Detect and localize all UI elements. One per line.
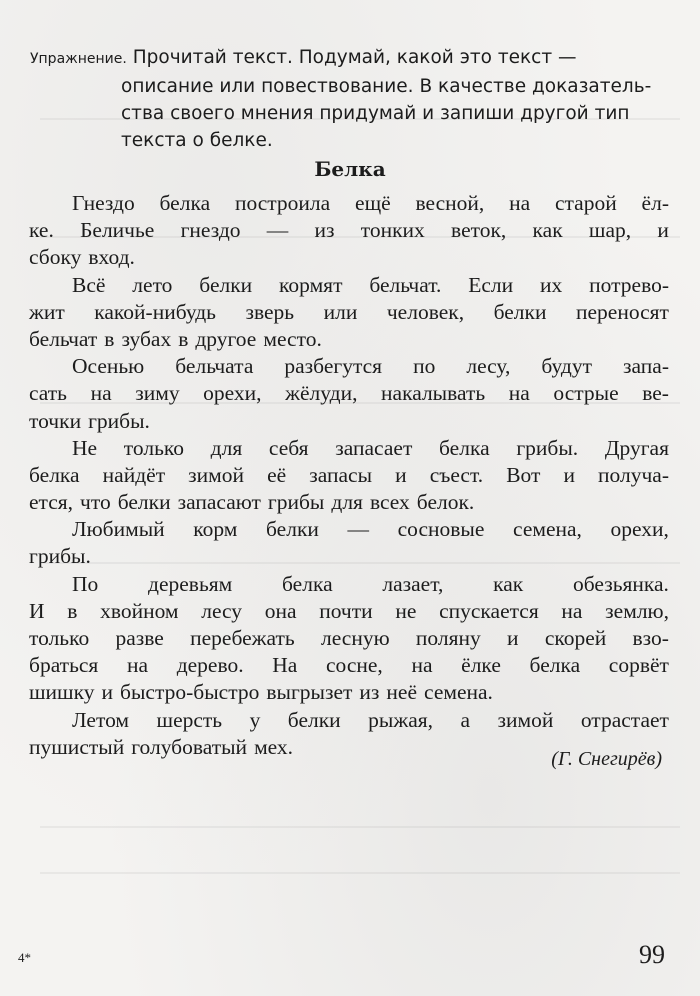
story-word: вход. — [88, 245, 135, 270]
bleed-through-line — [40, 826, 680, 828]
story-word: на — [509, 191, 531, 215]
story-line — [29, 462, 669, 489]
story-word: деревьям — [148, 571, 233, 596]
story-word: гнездо — [180, 218, 241, 243]
story-word: в — [67, 598, 78, 623]
story-word: ке. — [29, 218, 54, 243]
story-word: из — [314, 218, 335, 243]
story-word: у — [249, 707, 261, 732]
story-word: белка — [29, 462, 80, 487]
exercise-line-3: ства своего мнения придумай и запиши другой тип — [121, 103, 630, 124]
story-word: и — [563, 462, 575, 487]
story-word: зиму — [135, 381, 180, 406]
story-word: себя — [268, 435, 309, 460]
story-word: из — [359, 680, 380, 705]
story-line — [29, 435, 669, 462]
story-word: грибы. — [88, 408, 150, 433]
story-word: или — [323, 299, 358, 324]
story-word: белки — [266, 517, 319, 542]
story-line — [29, 408, 669, 435]
story-line — [29, 299, 669, 326]
story-line — [29, 272, 669, 299]
story-word: белка — [282, 571, 333, 596]
story-word: запасают — [177, 490, 261, 515]
story-word: потрево- — [589, 272, 669, 297]
signature-mark: 4* — [18, 950, 31, 965]
story-word: Если — [468, 272, 514, 297]
story-word: весной, — [415, 191, 485, 215]
story-word: голубоватый — [131, 734, 248, 759]
story-line — [29, 380, 669, 407]
story-word: лето — [132, 272, 173, 297]
story-word: сосновые — [397, 517, 485, 542]
story-word: браться — [29, 653, 99, 678]
story-word: какой-нибудь — [94, 299, 216, 324]
story-word: жит — [29, 299, 65, 324]
story-word: а — [460, 707, 471, 732]
story-word: ёл- — [641, 191, 669, 215]
story-word: белки — [199, 272, 253, 297]
exercise-line-1: Упражнение. Прочитай текст. Подумай, какой это текст — — [30, 47, 577, 68]
story-word: ется, — [29, 490, 74, 515]
story-word: для — [331, 490, 363, 515]
story-word: зубах — [121, 326, 172, 351]
story-word: лесу — [201, 598, 243, 623]
story-word: построила — [234, 191, 331, 215]
story-word: только — [29, 626, 90, 650]
story-word: по — [413, 354, 436, 379]
story-line — [29, 571, 669, 598]
story-word: Беличье — [80, 218, 155, 243]
story-word: бельчат — [29, 326, 98, 351]
story-word: съест. — [429, 462, 484, 487]
story-word: место. — [263, 326, 322, 351]
story-word: — — [266, 218, 289, 243]
story-word: на — [411, 653, 433, 678]
story-word: на — [561, 598, 583, 623]
story-word: белка — [159, 191, 211, 215]
story-word: белки — [493, 299, 547, 324]
story-word: семена, — [513, 517, 582, 542]
story-word: семена. — [424, 680, 493, 705]
story-word: По — [72, 571, 99, 596]
story-word: ве- — [642, 381, 669, 406]
story-word: перебежать — [190, 626, 295, 650]
story-title: Белка — [314, 157, 386, 181]
story-word: белка — [439, 435, 490, 460]
story-word: быстро-быстро — [120, 680, 260, 705]
story-word: зверь — [245, 299, 295, 324]
story-line — [29, 707, 669, 734]
story-word: сбоку — [29, 245, 82, 270]
story-word: И — [29, 598, 45, 623]
story-word: найдёт — [102, 462, 166, 487]
story-word: зимой — [497, 707, 554, 732]
story-line — [29, 326, 669, 353]
story-word: запасы — [309, 462, 373, 487]
story-word: всех — [369, 490, 410, 515]
story-word: ещё — [355, 191, 391, 215]
story-line — [29, 353, 669, 380]
story-line — [29, 217, 669, 244]
story-word: орехи, — [610, 517, 669, 542]
story-word: веток, — [451, 218, 507, 243]
story-word: и — [657, 218, 669, 243]
story-word: грибы — [267, 490, 325, 515]
story-word: лазает, — [382, 571, 444, 596]
page-number: 99 — [639, 940, 665, 969]
story-word: шар, — [588, 218, 632, 243]
story-word: Любимый — [72, 517, 165, 542]
story-word: накалывать — [381, 381, 486, 406]
story-word: жёлуди, — [285, 381, 358, 406]
story-word: корм — [193, 517, 238, 542]
story-word: её — [267, 462, 287, 487]
story-word: — — [347, 517, 370, 542]
story-word: лесную — [320, 626, 390, 650]
exercise-line-4: текста о белке. — [121, 130, 273, 151]
story-word: обезьянка. — [572, 571, 669, 596]
story-word: что — [80, 490, 111, 515]
story-word: скорей — [544, 626, 607, 650]
story-line — [29, 244, 669, 271]
story-word: другое — [195, 326, 257, 351]
story-line — [29, 489, 669, 516]
story-word: Гнездо — [72, 191, 135, 215]
bleed-through-line — [40, 872, 680, 874]
story-word: отрастает — [580, 707, 669, 732]
story-word: она — [264, 598, 297, 623]
story-word: человек, — [386, 299, 465, 324]
story-line — [29, 679, 669, 706]
story-word: точки — [29, 408, 82, 433]
story-line — [29, 516, 669, 543]
story-word: почти — [319, 598, 373, 623]
story-word: землю, — [605, 598, 669, 623]
story-word: бельчата — [175, 354, 254, 379]
story-word: хвойном — [100, 598, 179, 623]
story-word: кормят — [279, 272, 343, 297]
story-word: как — [532, 218, 563, 243]
story-word: грибы. — [516, 435, 579, 460]
story-word: На — [272, 653, 298, 678]
story-word: бельчат. — [369, 272, 442, 297]
story-word: рыжая, — [368, 707, 434, 732]
story-text — [29, 190, 669, 761]
story-word: Летом — [72, 707, 130, 732]
story-line — [29, 190, 669, 217]
story-word: шерсть — [156, 707, 223, 732]
story-word: белки — [117, 490, 171, 515]
story-word: сосне, — [325, 653, 383, 678]
story-word: и — [507, 626, 519, 650]
story-word: спускается — [439, 598, 539, 623]
story-word: и — [395, 462, 407, 487]
story-word: сать — [29, 381, 67, 406]
story-word: тонких — [360, 218, 425, 243]
story-word: неё — [386, 680, 418, 705]
story-word: ёлке — [461, 653, 501, 678]
story-word: белка — [529, 653, 581, 678]
story-word: и — [101, 680, 114, 705]
story-word: старой — [554, 191, 617, 215]
story-word: в — [104, 326, 115, 351]
story-word: шишку — [29, 680, 95, 705]
story-word: запасает — [335, 435, 413, 460]
story-word: переносят — [575, 299, 669, 324]
story-author: (Г. Снегирёв) — [551, 748, 662, 770]
story-word: поляну — [415, 626, 481, 650]
story-word: Осенью — [72, 354, 145, 379]
story-word: Другая — [604, 435, 669, 460]
story-line — [29, 598, 669, 625]
story-word: взо- — [632, 626, 669, 650]
story-word: как — [493, 571, 524, 596]
story-word: разве — [115, 626, 164, 650]
story-word: белки — [287, 707, 341, 732]
story-word: орехи, — [203, 381, 262, 406]
story-word: на — [126, 653, 149, 678]
exercise-instruction — [30, 44, 680, 154]
story-word: выгрызет — [266, 680, 353, 705]
story-word: запа- — [623, 354, 669, 379]
story-word: белок. — [416, 490, 475, 515]
story-word: сорвёт — [608, 653, 669, 678]
story-word: будут — [541, 354, 593, 379]
story-word: грибы. — [29, 544, 91, 569]
story-word: мех. — [254, 734, 294, 759]
story-line — [29, 652, 669, 679]
story-word: для — [210, 435, 243, 460]
exercise-label: Упражнение. — [30, 51, 127, 67]
story-word: зимой — [188, 462, 245, 487]
story-line — [29, 543, 669, 570]
story-word: на — [508, 381, 530, 406]
exercise-line-2: описание или повествование. В качестве доказатель- — [121, 76, 652, 97]
story-word: на — [90, 381, 112, 406]
story-word: Не — [72, 435, 98, 460]
story-word: Всё — [72, 272, 106, 297]
story-word: пушистый — [29, 734, 125, 759]
story-word: не — [395, 598, 417, 623]
story-word: в — [178, 326, 189, 351]
story-word: их — [540, 272, 563, 297]
story-word: острые — [553, 381, 619, 406]
story-word: лесу, — [466, 354, 511, 379]
story-word: только — [123, 435, 184, 460]
story-word: получа- — [598, 462, 669, 487]
story-word: Вот — [506, 462, 541, 487]
story-word: разбегутся — [284, 354, 383, 379]
story-word: дерево. — [176, 653, 244, 678]
story-line — [29, 625, 669, 652]
